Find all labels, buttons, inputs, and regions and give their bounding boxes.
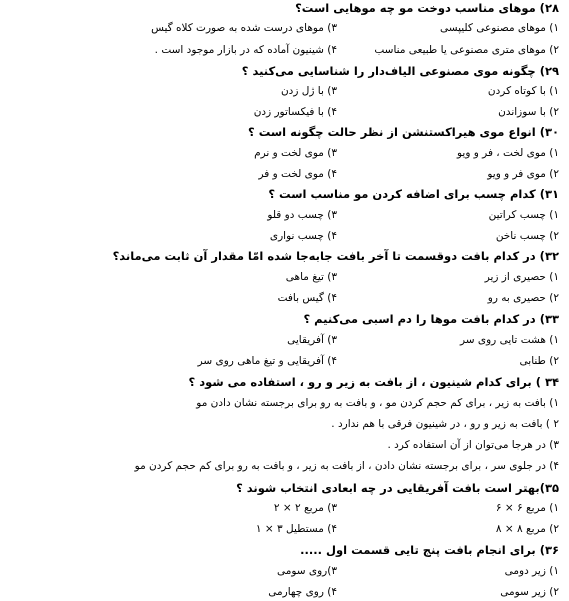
- question-29: ۲۹) چگونه موی مصنوعی الیاف‌دار را شناسایی می‌کنید ؟: [241, 64, 559, 78]
- q35-option-2: ۲) مربع ۸ × ۸: [495, 523, 559, 535]
- question-32: ۳۲) در کدام بافت دوقسمت تا آخر بافت جابه‌جا شده امّا مقدار آن ثابت می‌ماند؟: [112, 249, 559, 263]
- q28-option-3: ۳) موهای درست شده به صورت کلاه گیس: [151, 22, 337, 34]
- q29-option-2: ۲) با سوزاندن: [498, 106, 559, 118]
- q33-option-1: ۱) هشت تایی روی سر: [459, 334, 559, 346]
- question-35: ۳۵)بهتر است بافت آفریقایی در چه ابعادی انتخاب شوند ؟: [236, 481, 559, 495]
- q30-option-1: ۱) موی لخت ، فر و ویو: [456, 147, 559, 159]
- question-28: ۲۸) موهای مناسب دوخت مو چه موهایی است؟: [295, 1, 559, 15]
- q29-option-4: ۴) با فیکساتور زدن: [253, 106, 337, 118]
- q36-option-1: ۱) زیر دومی: [504, 565, 559, 577]
- q30-option-2: ۲) موی فر و ویو: [487, 168, 559, 180]
- q36-option-4: ۴) روی چهارمی: [268, 586, 337, 598]
- q30-option-3: ۳) موی لخت و نرم: [254, 147, 337, 159]
- q32-option-2: ۲) حصیری به رو: [487, 292, 559, 304]
- q33-option-2: ۲) طنابی: [519, 355, 559, 367]
- q29-option-3: ۳) با ژل زدن: [280, 85, 337, 97]
- q32-option-1: ۱) حصیری از زیر: [484, 271, 559, 283]
- q31-option-4: ۴) چسب نواری: [269, 230, 337, 242]
- q35-option-3: ۳) مربع ۲ × ۲: [273, 502, 337, 514]
- q35-option-4: ۴) مستطیل ۳ × ۱: [255, 523, 337, 535]
- q36-option-3: ۳)روی سومی: [276, 565, 337, 577]
- q34-option-3: ۳) در هرجا می‌توان از آن استفاده کرد .: [387, 439, 559, 451]
- q30-option-4: ۴) موی لخت و فر: [258, 168, 337, 180]
- q33-option-3: ۳) آفریقایی: [287, 334, 337, 346]
- q34-option-1: ۱) بافت به زیر ، برای کم حجم کردن مو ، و بافت به رو برای برجسته نشان دادن مو: [196, 397, 559, 409]
- q32-option-4: ۴) گیس بافت: [277, 292, 337, 304]
- q31-option-3: ۳) چسب دو قلو: [267, 209, 337, 221]
- question-31: ۳۱) کدام چسب برای اضافه کردن مو مناسب است ؟: [268, 187, 559, 201]
- q35-option-1: ۱) مربع ۶ × ۶: [495, 502, 559, 514]
- q31-option-2: ۲) چسب ناخن: [495, 230, 559, 242]
- q34-option-4: ۴) در جلوی سر ، برای برجسته نشان دادن ، از بافت به زیر ، و بافت به رو برای کم حجم کردن مو: [134, 460, 559, 472]
- question-36: ۳۶) برای انجام بافت پنج تایی قسمت اول .....: [300, 543, 559, 557]
- question-33: ۳۳) در کدام بافت موها را دم اسبی می‌کنیم ؟: [303, 312, 559, 326]
- question-34: ۳۴ ) برای کدام شینیون ، از بافت به زیر و رو ، استفاده می شود ؟: [188, 375, 559, 389]
- q28-option-4: ۴) شینیون آماده که در بازار موجود است .: [154, 44, 337, 56]
- q28-option-2: ۲) موهای متری مصنوعی یا طبیعی مناسب: [374, 44, 559, 56]
- q28-option-1: ۱) موهای مصنوعی کلیپسی: [439, 22, 559, 34]
- q29-option-1: ۱) با کوتاه کردن: [487, 85, 559, 97]
- q33-option-4: ۴) آفریقایی و تیغ ماهی روی سر: [197, 355, 337, 367]
- q32-option-3: ۳) تیغ ماهی: [285, 271, 337, 283]
- q36-option-2: ۲) زیر سومی: [500, 586, 559, 598]
- q31-option-1: ۱) چسب کراتین: [488, 209, 559, 221]
- question-30: ۳۰) انواع موی هیراکستنشن از نظر حالت چگونه است ؟: [248, 125, 559, 139]
- q34-option-2: ۲ ) بافت به زیر و رو ، در شینیون فرقی با هم ندارد .: [331, 418, 559, 430]
